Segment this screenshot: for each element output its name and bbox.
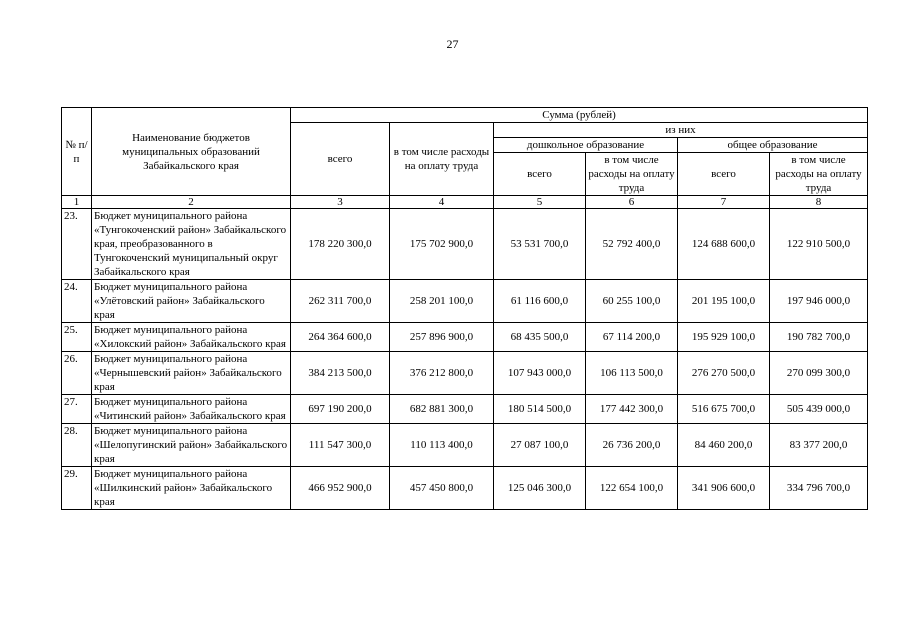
preschool-total-value: 125 046 300,0 (494, 467, 586, 510)
budget-name: Бюджет муниципального района «Шилкинский район» Забайкальского края (92, 467, 291, 510)
header-general: общее образование (678, 138, 868, 153)
row-number: 24. (62, 280, 92, 323)
column-index: 8 (770, 196, 868, 209)
general-total-value: 276 270 500,0 (678, 352, 770, 395)
table-row (62, 323, 868, 352)
header-of-them: из них (494, 123, 868, 138)
header-total: всего (291, 123, 390, 196)
general-labor-value: 83 377 200,0 (770, 424, 868, 467)
header-name: Наименование бюджетов муниципальных образований Забайкальского края (92, 108, 291, 196)
column-index: 2 (92, 196, 291, 209)
preschool-labor-value: 122 654 100,0 (586, 467, 678, 510)
total-labor-value: 258 201 100,0 (390, 280, 494, 323)
preschool-total-value: 61 116 600,0 (494, 280, 586, 323)
row-number: 27. (62, 395, 92, 424)
preschool-total-value: 27 087 100,0 (494, 424, 586, 467)
budget-table (61, 107, 868, 510)
column-index: 3 (291, 196, 390, 209)
general-total-value: 201 195 100,0 (678, 280, 770, 323)
preschool-labor-value: 52 792 400,0 (586, 209, 678, 280)
header-preschool-labor: в том числе расходы на оплату труда (586, 153, 678, 196)
preschool-labor-value: 60 255 100,0 (586, 280, 678, 323)
general-total-value: 516 675 700,0 (678, 395, 770, 424)
budget-name: Бюджет муниципального района «Шелопугинский район» Забайкальского края (92, 424, 291, 467)
budget-name: Бюджет муниципального района «Читинский район» Забайкальского края (92, 395, 291, 424)
header-sum: Сумма (рублей) (291, 108, 868, 123)
total-value: 697 190 200,0 (291, 395, 390, 424)
total-value: 466 952 900,0 (291, 467, 390, 510)
table-row (62, 209, 868, 280)
total-labor-value: 457 450 800,0 (390, 467, 494, 510)
column-index: 4 (390, 196, 494, 209)
row-number: 23. (62, 209, 92, 280)
column-index-row (62, 196, 868, 209)
column-index: 1 (62, 196, 92, 209)
row-number: 25. (62, 323, 92, 352)
header-general-labor: в том числе расходы на оплату труда (770, 153, 868, 196)
total-value: 111 547 300,0 (291, 424, 390, 467)
general-labor-value: 197 946 000,0 (770, 280, 868, 323)
general-total-value: 195 929 100,0 (678, 323, 770, 352)
header-preschool: дошкольное образование (494, 138, 678, 153)
header-preschool-total: всего (494, 153, 586, 196)
total-value: 384 213 500,0 (291, 352, 390, 395)
total-value: 262 311 700,0 (291, 280, 390, 323)
row-number: 29. (62, 467, 92, 510)
preschool-labor-value: 106 113 500,0 (586, 352, 678, 395)
preschool-labor-value: 26 736 200,0 (586, 424, 678, 467)
total-labor-value: 257 896 900,0 (390, 323, 494, 352)
general-labor-value: 270 099 300,0 (770, 352, 868, 395)
general-total-value: 124 688 600,0 (678, 209, 770, 280)
general-labor-value: 334 796 700,0 (770, 467, 868, 510)
general-labor-value: 190 782 700,0 (770, 323, 868, 352)
preschool-total-value: 180 514 500,0 (494, 395, 586, 424)
total-labor-value: 110 113 400,0 (390, 424, 494, 467)
total-labor-value: 376 212 800,0 (390, 352, 494, 395)
general-total-value: 84 460 200,0 (678, 424, 770, 467)
preschool-labor-value: 177 442 300,0 (586, 395, 678, 424)
header-num: № п/п (62, 108, 92, 196)
table-row (62, 467, 868, 510)
table-row (62, 424, 868, 467)
general-total-value: 341 906 600,0 (678, 467, 770, 510)
budget-name: Бюджет муниципального района «Тунгокоченский район» Забайкальского края, преобразованного в Тунгокоченский муниципальный округ Забайкальского края (92, 209, 291, 280)
header-incl-labor: в том числе расходы на оплату труда (390, 123, 494, 196)
preschool-labor-value: 67 114 200,0 (586, 323, 678, 352)
budget-name: Бюджет муниципального района «Чернышевский район» Забайкальского края (92, 352, 291, 395)
total-labor-value: 682 881 300,0 (390, 395, 494, 424)
general-labor-value: 505 439 000,0 (770, 395, 868, 424)
total-labor-value: 175 702 900,0 (390, 209, 494, 280)
column-index: 6 (586, 196, 678, 209)
general-labor-value: 122 910 500,0 (770, 209, 868, 280)
budget-name: Бюджет муниципального района «Хилокский район» Забайкальского края (92, 323, 291, 352)
table-row (62, 395, 868, 424)
preschool-total-value: 107 943 000,0 (494, 352, 586, 395)
total-value: 264 364 600,0 (291, 323, 390, 352)
column-index: 7 (678, 196, 770, 209)
table-row (62, 352, 868, 395)
row-number: 26. (62, 352, 92, 395)
total-value: 178 220 300,0 (291, 209, 390, 280)
header-general-total: всего (678, 153, 770, 196)
budget-name: Бюджет муниципального района «Улётовский район» Забайкальского края (92, 280, 291, 323)
table-row (62, 280, 868, 323)
column-index: 5 (494, 196, 586, 209)
row-number: 28. (62, 424, 92, 467)
preschool-total-value: 68 435 500,0 (494, 323, 586, 352)
preschool-total-value: 53 531 700,0 (494, 209, 586, 280)
page-number: 27 (446, 37, 459, 51)
